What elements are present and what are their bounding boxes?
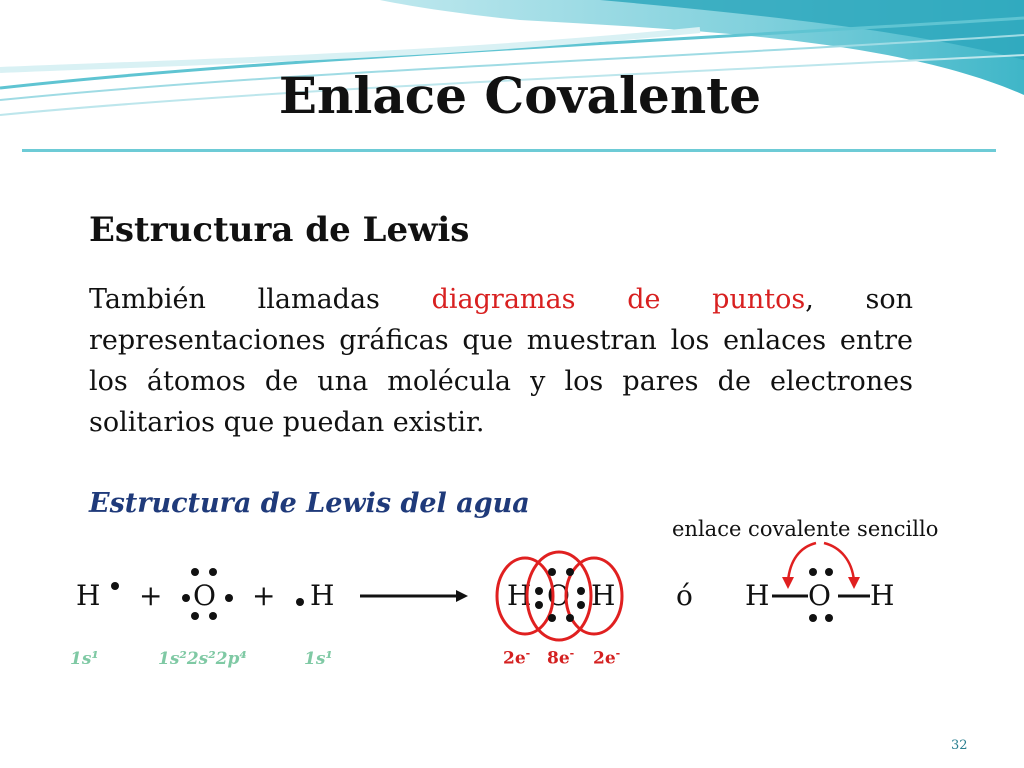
config-hydrogen-right: 1s¹ (304, 649, 333, 669)
count-value: 8e (547, 648, 570, 669)
product-hydrogen-1: H (507, 579, 532, 612)
water-lewis-heading: Estructura de Lewis del agua (89, 488, 530, 519)
electron-dot (296, 598, 304, 606)
charge-sign: - (525, 647, 531, 660)
slide-title: Enlace Covalente (278, 66, 762, 125)
title-divider (22, 149, 996, 152)
product-hydrogen-2: H (591, 579, 616, 612)
electron-dot (182, 594, 190, 602)
paragraph-text-end: , son representaciones gráficas que muestran los enlaces entre los átomos de una molécula y los pares de electrones solitarios que puedan existir. (89, 284, 913, 438)
electron-dot (566, 568, 574, 576)
electron-dot (535, 601, 543, 609)
bond-annotation-label: enlace covalente sencillo (672, 517, 939, 541)
electron-dot (225, 594, 233, 602)
electron-dot (191, 568, 199, 576)
oxygen-symbol: O (193, 579, 216, 612)
paragraph-text-start: También llamadas (89, 284, 432, 315)
charge-sign: - (615, 647, 621, 660)
product-oxygen: O (547, 579, 570, 612)
or-word: ó (676, 579, 693, 612)
reaction-arrow (360, 586, 470, 606)
shared-electron-circles (490, 548, 640, 648)
electron-dot (577, 587, 585, 595)
electron-dot (809, 614, 817, 622)
electron-dot (209, 568, 217, 576)
bond-pointer-arrows (770, 535, 870, 595)
charge-sign: - (569, 647, 575, 660)
count-value: 2e (503, 648, 526, 669)
electron-dot (209, 612, 217, 620)
page-number: 32 (951, 738, 968, 753)
bonded-hydrogen-1: H (745, 579, 770, 612)
hydrogen-right-symbol: H (310, 579, 335, 612)
electron-count-left (503, 647, 530, 669)
description-paragraph (89, 279, 913, 443)
electron-dot (548, 614, 556, 622)
electron-dot (535, 587, 543, 595)
electron-dot (111, 582, 119, 590)
hydrogen-left-symbol: H (76, 579, 101, 612)
config-hydrogen-left: 1s¹ (70, 649, 99, 669)
plus-sign: + (139, 579, 163, 612)
electron-count-middle (547, 647, 574, 669)
bonded-hydrogen-2: H (870, 579, 895, 612)
highlight-term: diagramas de puntos (431, 284, 806, 315)
electron-dot (825, 614, 833, 622)
electron-count-right (593, 647, 620, 669)
electron-dot (548, 568, 556, 576)
electron-dot (566, 614, 574, 622)
plus-sign: + (252, 579, 276, 612)
section-heading: Estructura de Lewis (89, 210, 470, 250)
electron-dot (191, 612, 199, 620)
count-value: 2e (593, 648, 616, 669)
bonded-oxygen: O (808, 579, 831, 612)
electron-dot (577, 601, 585, 609)
config-oxygen: 1s²2s²2p⁴ (158, 649, 247, 669)
